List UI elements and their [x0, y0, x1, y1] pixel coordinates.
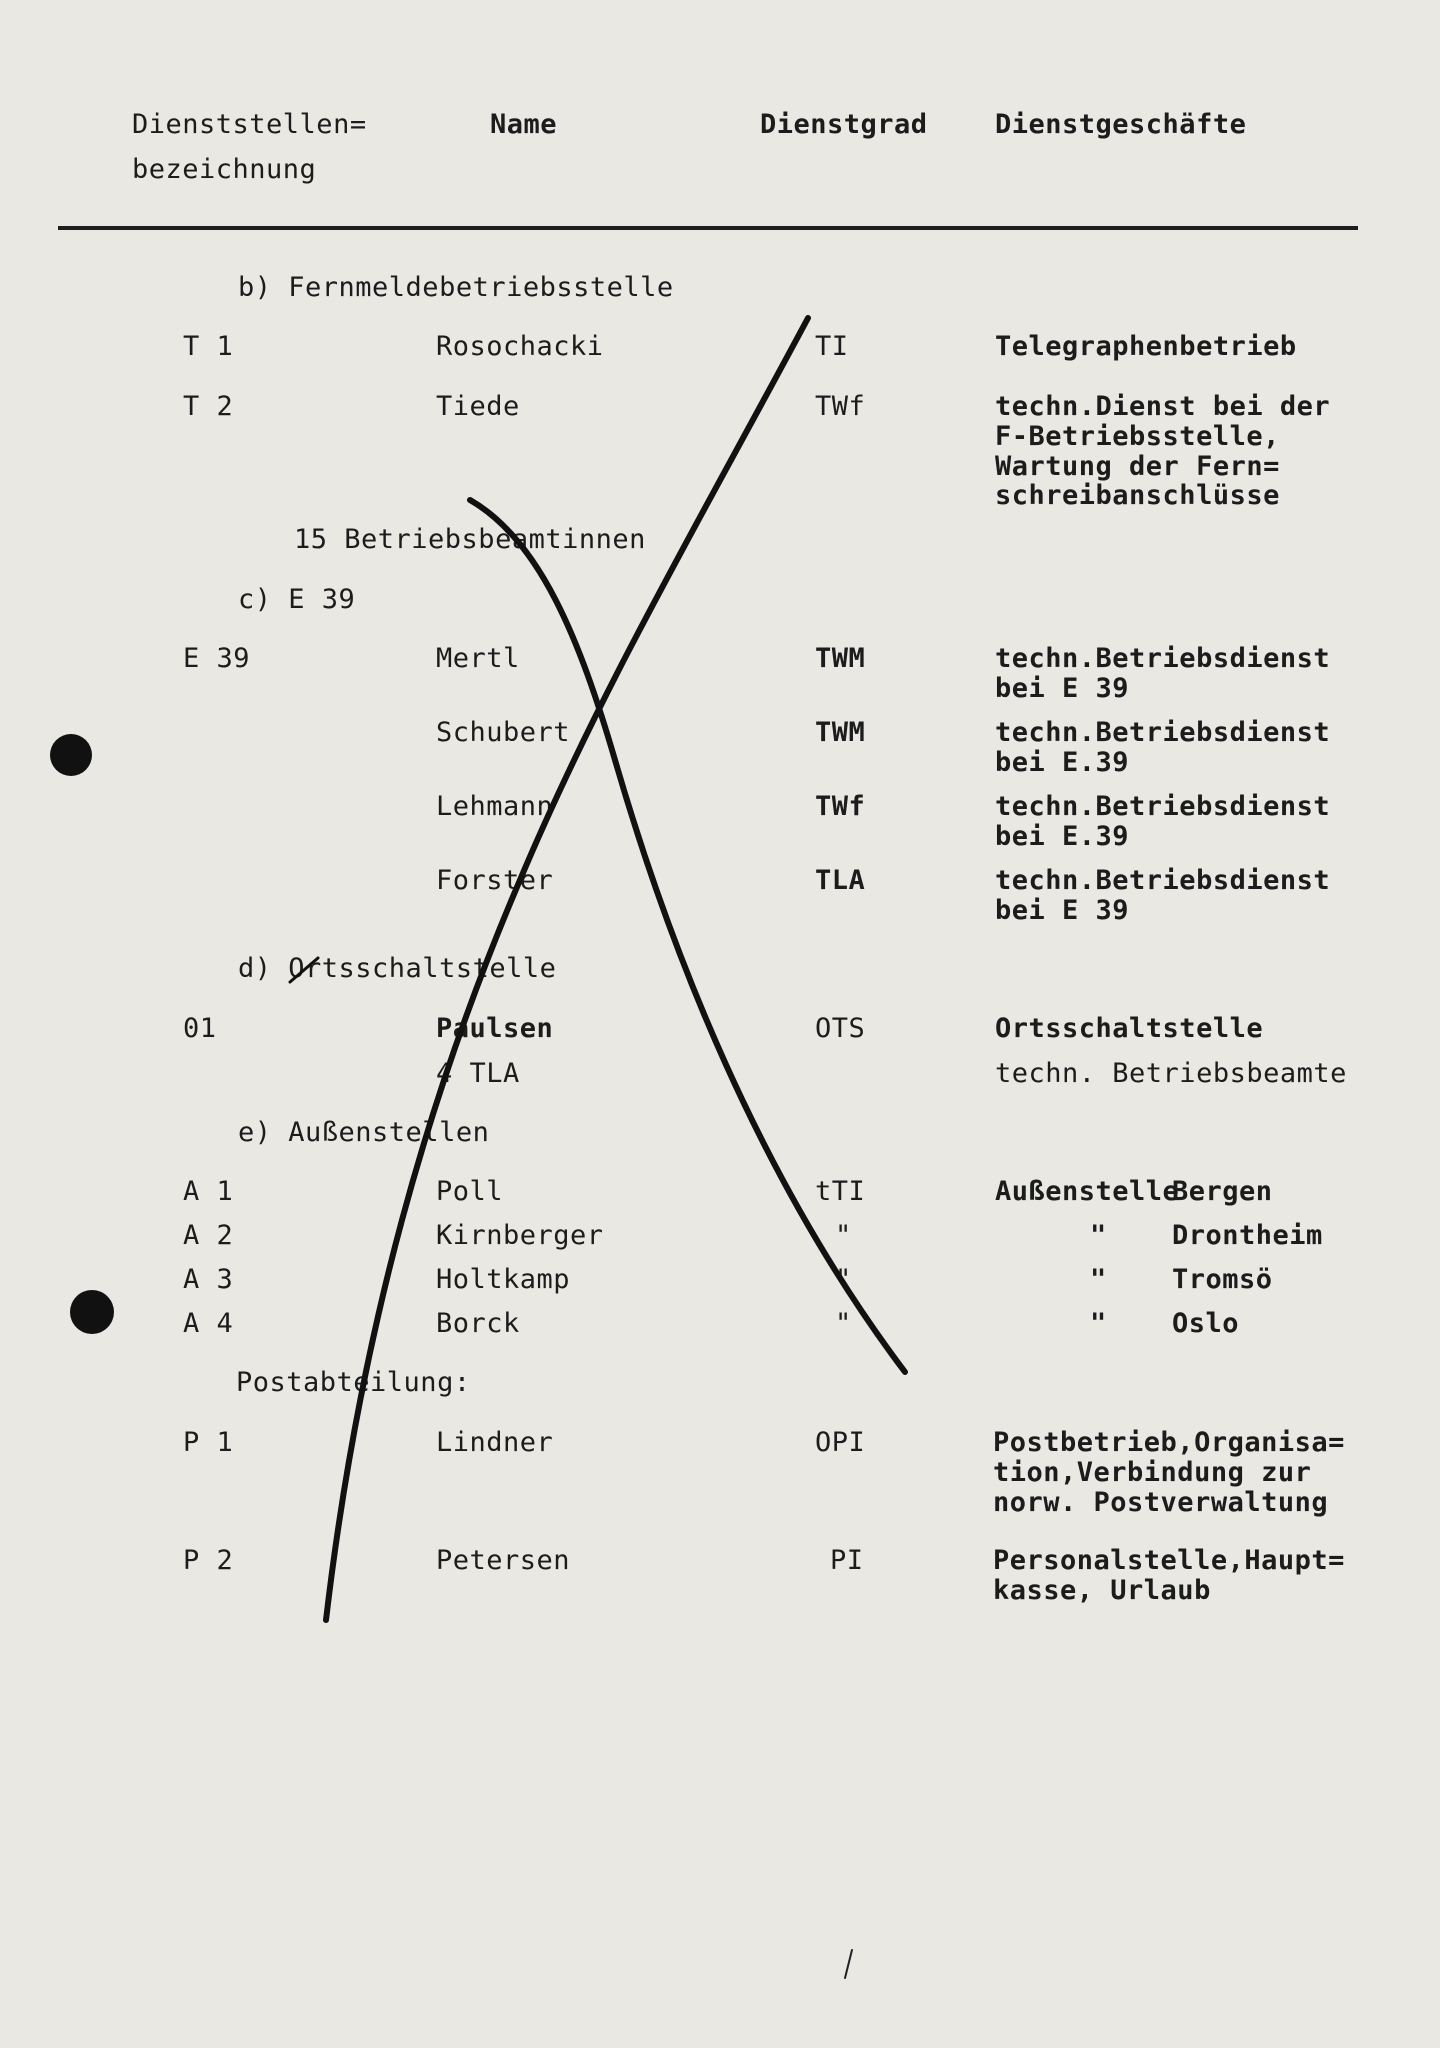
row-duty: norw. Postverwaltung	[993, 1487, 1329, 1518]
row-name: Tiede	[436, 391, 520, 422]
section-title-post: Postabteilung:	[236, 1367, 471, 1398]
row-duty: Personalstelle,Haupt=	[993, 1545, 1345, 1576]
row-name: Lindner	[436, 1427, 554, 1458]
row-name: Holtkamp	[436, 1264, 571, 1295]
row-code: P 2	[183, 1545, 234, 1576]
row-rank: "	[835, 1220, 852, 1251]
row-name: Rosochacki	[436, 331, 604, 362]
section-title-b: b) Fernmeldebetriebsstelle	[238, 272, 674, 303]
header-divider	[58, 226, 1358, 230]
row-duty: "	[1090, 1308, 1107, 1339]
row-duty: techn. Betriebsbeamte	[995, 1058, 1347, 1089]
section-title-c: c) E 39	[238, 584, 356, 615]
row-code: P 1	[183, 1427, 234, 1458]
row-name: Lehmann	[436, 791, 554, 822]
row-name: Forster	[436, 865, 554, 896]
row-duty: Postbetrieb,Organisa=	[993, 1427, 1345, 1458]
row-name: Poll	[436, 1176, 504, 1207]
row-duty: F-Betriebsstelle,	[995, 421, 1280, 452]
row-code: A 3	[183, 1264, 234, 1295]
row-duty: techn.Betriebsdienst	[995, 865, 1331, 896]
row-name: Borck	[436, 1308, 520, 1339]
row-name: Petersen	[436, 1545, 571, 1576]
row-code: A 2	[183, 1220, 234, 1251]
row-duty: Außenstelle	[995, 1176, 1180, 1207]
row-rank: PI	[830, 1545, 864, 1576]
header-col-bezeichnung: bezeichnung	[132, 154, 317, 185]
row-duty: tion,Verbindung zur	[993, 1457, 1312, 1488]
row-name: Mertl	[436, 643, 520, 674]
row-code: A 1	[183, 1176, 234, 1207]
punch-hole	[70, 1290, 114, 1334]
row-rank: "	[835, 1264, 852, 1295]
row-duty: bei E 39	[995, 895, 1130, 926]
row-duty: techn.Dienst bei der	[995, 391, 1331, 422]
section-title-e: e) Außenstellen	[238, 1117, 490, 1148]
section-title-d: d) Ortsschaltstelle	[238, 953, 557, 984]
row-duty: Wartung der Fern=	[995, 451, 1280, 482]
row-rank: TWM	[815, 643, 866, 674]
header-col-dienstgrad: Dienstgrad	[760, 109, 928, 140]
row-duty: kasse, Urlaub	[993, 1575, 1211, 1606]
row-name: Schubert	[436, 717, 571, 748]
row-name: Paulsen	[436, 1013, 554, 1044]
row-rank: OPI	[815, 1427, 866, 1458]
row-duty: bei E 39	[995, 673, 1130, 704]
row-rank: TLA	[815, 865, 866, 896]
row-duty-place: Oslo	[1172, 1308, 1240, 1339]
punch-hole	[50, 734, 92, 776]
row-rank: TWM	[815, 717, 866, 748]
row-duty: techn.Betriebsdienst	[995, 791, 1331, 822]
row-code: T 2	[183, 391, 234, 422]
row-code: A 4	[183, 1308, 234, 1339]
row-duty: "	[1090, 1220, 1107, 1251]
row-code: E 39	[183, 643, 251, 674]
row-duty: schreibanschlüsse	[995, 480, 1280, 511]
row-duty: techn.Betriebsdienst	[995, 643, 1331, 674]
row-rank: OTS	[815, 1013, 866, 1044]
row-duty: Ortsschaltstelle	[995, 1013, 1264, 1044]
row-code: T 1	[183, 331, 234, 362]
header-col-name: Name	[490, 109, 558, 140]
row-name: 4 TLA	[436, 1058, 520, 1089]
row-duty: "	[1090, 1264, 1107, 1295]
row-rank: tTI	[815, 1176, 866, 1207]
section-note: 15 Betriebsbeamtinnen	[294, 524, 646, 555]
row-name: Kirnberger	[436, 1220, 604, 1251]
header-col-dienstgeschaefte: Dienstgeschäfte	[995, 109, 1247, 140]
row-duty: bei E.39	[995, 747, 1130, 778]
row-rank: "	[835, 1308, 852, 1339]
row-duty: bei E.39	[995, 821, 1130, 852]
row-duty: Telegraphenbetrieb	[995, 331, 1297, 362]
row-duty: techn.Betriebsdienst	[995, 717, 1331, 748]
row-duty-place: Tromsö	[1172, 1264, 1273, 1295]
row-duty-place: Drontheim	[1172, 1220, 1323, 1251]
row-rank: TI	[815, 331, 849, 362]
header-col-dienststelle: Dienststellen=	[132, 109, 367, 140]
row-code: 01	[183, 1013, 217, 1044]
row-rank: TWf	[815, 791, 866, 822]
row-duty-place: Bergen	[1172, 1176, 1273, 1207]
row-rank: TWf	[815, 391, 866, 422]
